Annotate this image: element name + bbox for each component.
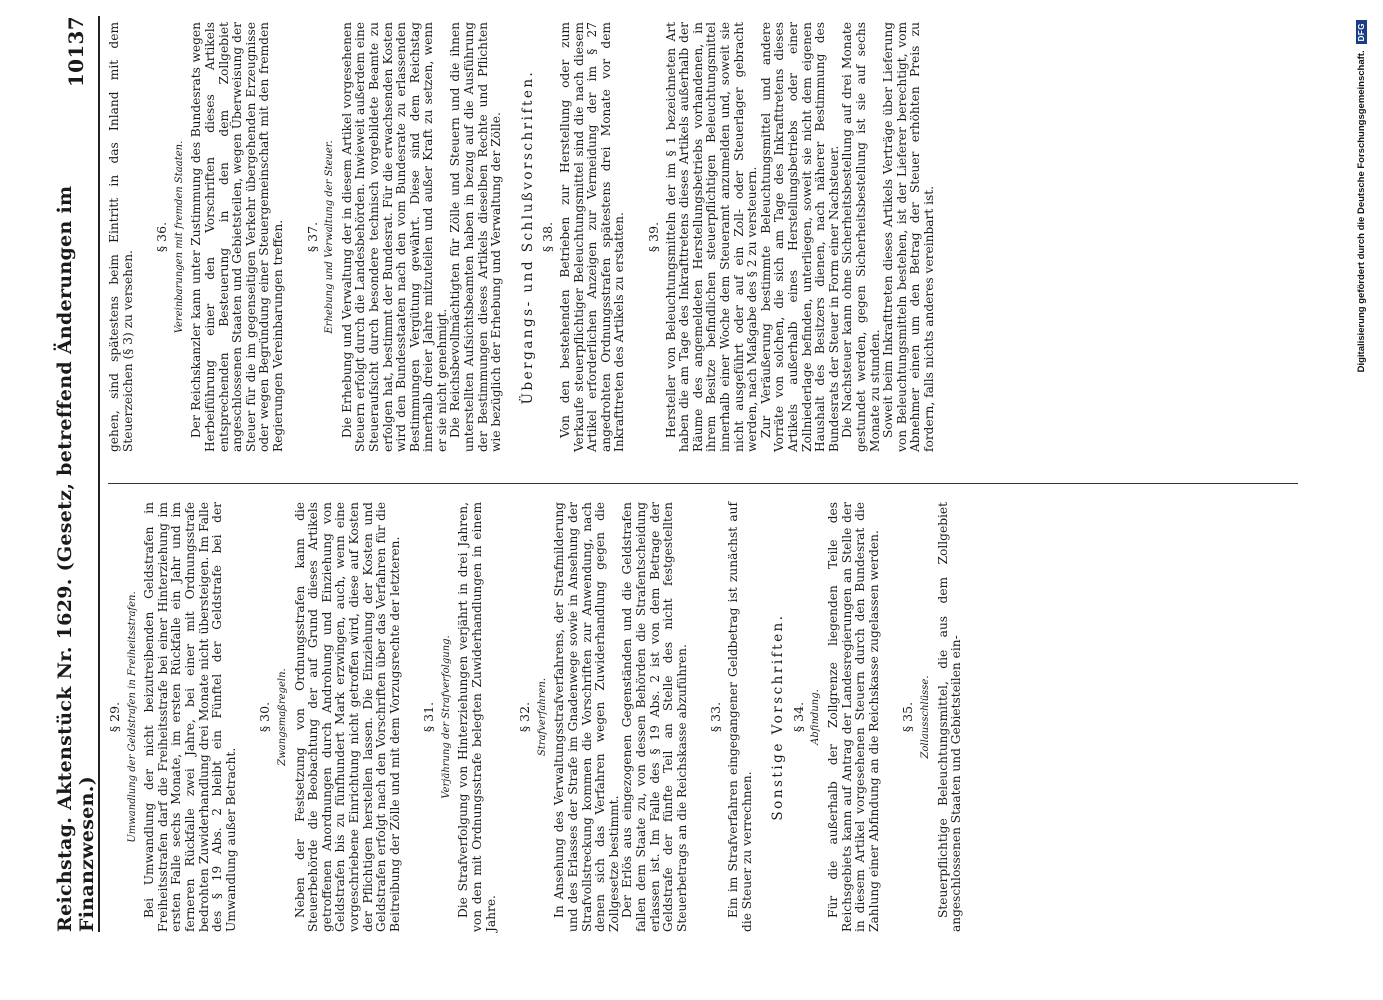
paragraph: Die Strafverfolgung von Hinterziehungen verjährt in drei Jahren, von den mit Ordnungsstrafe belegten Zuwiderhandlungen in einem Jahre. [456,502,498,932]
paragraph: Die Erhebung und Verwaltung der in diesem Artikel vorgesehenen Steuern erfolgt durch die Landesbehörden. Inwieweit außerdem eine Steueraufsicht durch besondere technisch vorgebildete Beamte zu erfolgen hat, bestimmt der Bundesrat. Für die erwachsenden Kosten wird den Bundesstaaten nach den vom Bundesrate zu erlassenden Bestimmungen Vergütung gewährt. Diese sind dem Reichstag innerhalb dreier Jahre mitzuteilen und außer Kraft zu setzen, wenn er sie nicht genehmigt. [339,22,449,452]
digitization-credit [1350,20,1372,980]
section-title: Strafverfahren. [536,677,548,757]
section-title: Vereinbarungen mit fremden Staaten. [173,140,185,334]
header-rule [98,16,100,932]
section-title: Abfindung. [810,689,822,745]
paragraph: Ein im Strafverfahren eingegangener Geldbetrag ist zunächst auf die Steuer zu verrechnen. [725,502,754,932]
header-title: Reichstag. Aktenstück Nr. 1629. (Gesetz, betreffend Änderungen im Finanzwesen.) [54,185,98,932]
page-number: 10137 [64,16,88,88]
paragraph: Neben der Festsetzung von Ordnungsstrafen kann die Steuerbehörde die Beobachtung der auf Grund dieses Artikels getroffenen Anordnungen durch Androhung und Einziehung von Geldstrafen bis zu fünfhundert Mark erzwingen, auch, wenn eine vorgeschriebene Einrichtung nicht getroffen wird, diese auf Kosten der Pflichtigen herstellen lassen. Die Einziehung der Kosten und Geldstrafen erfolgt nach den Vorschriften über das Verfahren für die Beitreibung der Zölle und mit dem Vorzugsrechte der letzteren. [292,502,402,932]
paragraph: Der Erlös aus eingezogenen Gegenständen und die Geldstrafen fallen dem Staate zu, von dessen Behörden die Strafentscheidung erlassen ist. Im Falle des § 19 Abs. 2 ist von dem Betrage der Geldstrafe der fünfte Teil an Stelle des nicht festgestellten Steuerbetrags an die Reichskasse abzuführen. [620,502,689,932]
section-heading: Übergangs- und Schlußvorschriften. [519,69,536,405]
paragraph: Steuerpflichtige Beleuchtungsmittel, die aus dem Zollgebiet angeschlossenen Staaten und Gebietsteilen ein- [935,502,964,932]
paragraph: Soweit beim Inkrafttreten dieses Artikels Verträge über Lieferung von Beleuchtungsmitteln bestehen, ist der Lieferer berechtigt, vom Abnehmer einen um den Betrag der Steuer erhöhten Preis zu fordern, falls nichts anderes vereinbart ist. [881,22,936,452]
section-number: § 29. [107,701,122,733]
section-number: § 39. [646,221,661,253]
section-number: § 33. [708,701,724,733]
section-title: Erhebung und Verwaltung der Steuer. [324,140,336,334]
credit-text: Digitalisierung gefördert durch die Deutsche Forschungsgemeinschaft. [1355,50,1367,373]
section-number: § 34. [790,701,806,733]
paragraph: In Ansehung des Verwaltungsstrafverfahrens, der Strafmilderung und des Erlasses der Strafe im Gnadenwege sowie in Ansehung der Strafvollstreckung kommen die Vorschriften zur Anwendung, nach denen sich das Verfahren wegen Zuwiderhandlung gegen die Zollgesetze bestimmt. [552,502,621,932]
paragraph: gehen, sind spätestens beim Eintritt in das Inland mit dem Steuerzeichen (§ 3) zu versehen. [107,22,135,452]
section-title: Zollausschlüsse. [919,675,931,759]
paragraph: Die Nachsteuer kann ohne Sicherheitsbestellung auf drei Monate gestundet werden, gegen Sicherheitsbestellung ist sie auf sechs Monate zu stunden. [840,22,882,452]
section-heading: Sonstige Vorschriften. [770,613,787,821]
section-number: § 31. [421,701,437,733]
paragraph: Für die außerhalb der Zollgrenze liegenden Teile des Reichsgebiets kann auf Antrag der Landesregierungen an Stelle der in diesem Artikel vorgesehenen Steuern durch den Bundesrat die Zahlung einer Abfindung an die Reichskasse zugelassen werden. [825,502,881,932]
section-title: Verjährung der Strafverfolgung. [440,635,452,799]
section-title: Umwandlung der Geldstrafen in Freiheitsstrafen. [126,591,138,843]
section-number: § 30. [257,701,273,733]
section-number: § 37. [304,221,320,253]
right-column [108,22,936,452]
left-column [108,502,964,932]
paragraph: Die Reichsbevollmächtigten für Zölle und Steuern und die ihnen unterstellten Aufsichtsbeamten haben in bezug auf die Ausführung der Bestimmungen dieses Artikels dieselben Rechte und Pflichten wie bezüglich der Erhebung und Verwaltung der Zölle. [448,22,504,452]
paragraph: Bei Umwandlung der nicht beizutreibenden Geldstrafen in Freiheitsstrafen darf die Freiheitsstrafe bei einer Hinterziehung im ersten Falle sechs Monate, im ersten Rückfalle ein Jahr und im ferneren Rückfalle zwei Jahre, bei einer mit Ordnungsstrafe bedrohten Zuwiderhandlung drei Monate nicht übersteigen. Im Falle des § 19 Abs. 2 bleibt ein Fünftel der Geldstrafe bei der Umwandlung außer Betracht. [142,502,238,932]
paragraph: Hersteller von Beleuchtungsmitteln der im § 1 bezeichneten Art haben die am Tage des Inkrafttretens dieses Artikels außerhalb der Räume des angemeldeten Herstellungsbetriebs vorhandenen, in ihrem Besitze befindlichen steuerpflichtigen Beleuchtungsmittel innerhalb einer Woche dem Steueramt anzumelden und, soweit sie nicht ausgeführt oder auf ein Zoll- oder Steuerlager gebracht werden, nach Maßgabe des § 2 zu versteuern. [663,22,760,452]
section-title: Zwangsmaßregeln. [276,668,288,766]
section-number: § 32. [517,701,533,733]
paragraph: Von den bestehenden Betrieben zur Herstellung oder zum Verkaufe steuerpflichtiger Beleuchtungsmittel sind die nach diesem Artikel erforderlichen Anzeigen zur Vermeidung der im § 27 angedrohten Ordnungsstrafen spätestens drei Monate vor dem Inkrafttreten des Artikels zu erstatten. [558,22,627,452]
column-divider [108,483,1298,484]
dfg-logo: DFG [1356,20,1367,44]
paragraph: Zur Veräußerung bestimmte Beleuchtungsmittel und andere Vorräte von solchen, die sich am Tage des Inkrafttretens dieses Artikels außerhalb eines Herstellungsbetriebs oder einer Zollniederlage befinden, unterliegen, soweit sie nicht dem eigenen Haushalt des Besitzers dienen, nach näherer Bestimmung des Bundesrats der Steuer in Form einer Nachsteuer. [758,22,841,452]
section-number: § 36. [154,221,170,253]
page-header [54,16,98,932]
section-number: § 38. [540,221,556,253]
paragraph: Der Reichskanzler kann unter Zustimmung des Bundesrats wegen Herbeiführung einer den Vorschriften dieses Artikels entsprechenden Besteuerung in den dem Zollgebiet angeschlossenen Staaten und Gebietsteilen, wegen Überweisung der Steuer für die im gegenseitigen Verkehr übergehenden Erzeugnisse oder wegen Begründung einer Steuergemeinschaft mit den fremden Regierungen Vereinbarungen treffen. [189,22,285,452]
section-number: § 35. [900,701,916,733]
